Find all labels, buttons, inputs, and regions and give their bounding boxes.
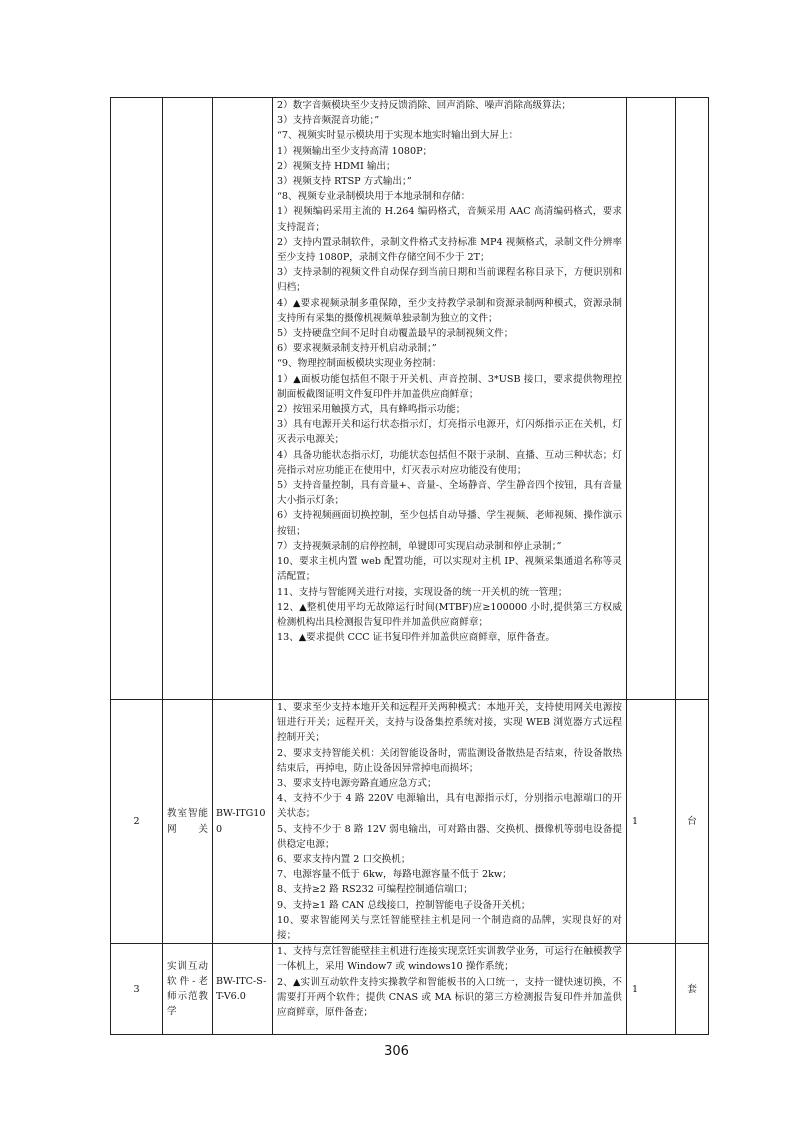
spec-line: 3）支持音频混音功能；”	[277, 115, 380, 127]
item-unit: 台	[676, 700, 709, 944]
spec-line: 2）视频支持 HDMI 输出；	[277, 160, 396, 172]
item-name: 教室智能网关	[163, 700, 213, 944]
spec-line: 6）支持视频画面切换控制，至少包括自动导播、学生视频、老师视频、操作演示按钮；	[277, 510, 622, 537]
spec-line: 4）具备功能状态指示灯，功能状态包括但不限于录制、直播、互动三种状态；灯亮指示对应功能正在使用中，灯灭表示对应功能没有使用；	[277, 449, 622, 476]
row-number: 3	[111, 944, 163, 1035]
spec-line: 6、要求支持内置 2 口交换机；	[277, 854, 411, 866]
spec-line: 10、要求智能网关与烹饪智能壁挂主机是同一个制造商的品牌，实现良好的对接；	[277, 914, 622, 942]
spec-line: 2）数字音频模块至少支持反馈消除、回声消除、噪声消除高级算法；	[277, 100, 571, 111]
item-model	[213, 98, 273, 700]
table-row	[111, 944, 709, 1035]
spec-line: 12、▲整机使用平均无故障运行时间(MTBF)应≥100000 小时,提供第三方权威检测机构出具检测报告复印件并加盖供应商鲜章；	[277, 601, 622, 628]
row-number: 2	[111, 700, 163, 944]
spec-line: 1）▲面板功能包括但不限于开关机、声音控制、3*USB 接口，要求提供物理控制面板截图证明文件复印件并加盖供应商鲜章；	[277, 373, 622, 400]
spec-line: 8、支持≥2 路 RS232 可编程控制通信端口；	[277, 884, 473, 896]
spec-line: 3）视频支持 RTSP 方式输出；”	[277, 176, 412, 188]
spec-line: 7、电源容量不低于 6kw，每路电源容量不低于 2kw；	[277, 869, 512, 881]
table-row	[111, 98, 709, 700]
spec-line: 5）支持音量控制，具有音量+、音量-、全场静音、学生静音四个按钮，具有音量大小指示灯条；	[277, 480, 622, 507]
item-quantity: 1	[627, 700, 676, 944]
spec-line: “7、视频实时显示模块用于实现本地实时输出到大屏上：	[277, 130, 519, 142]
spec-line: 5、支持不少于 8 路 12V 弱电输出，可对路由器、交换机、摄像机等弱电设备提供稳定电源；	[277, 823, 622, 850]
spec-table	[110, 97, 709, 1035]
spec-line: 2、要求支持智能关机：关闭智能设备时，需监测设备散热是否结束，待设备散热结束后，再掉电，防止设备因异常掉电而损坏；	[277, 747, 622, 774]
item-quantity	[627, 98, 676, 700]
spec-line: 3、要求支持电源旁路直通应急方式；	[277, 778, 437, 790]
spec-line: 4）▲要求视频录制多重保障，至少支持教学录制和资源录制两种模式，资源录制支持所有采集的摄像机视频单独录制为独立的文件；	[277, 297, 622, 324]
spec-line: 6）要求视频录制支持开机启动录制；”	[277, 343, 437, 355]
spec-line: 3）支持录制的视频文件自动保存到当前日期和当前课程名称目录下，方便识别和归档；	[277, 267, 622, 294]
spec-line: “8、视频专业录制模块用于本地录制和存储：	[277, 191, 471, 203]
row-number	[111, 98, 163, 700]
item-model: BW-ITG100	[213, 700, 273, 944]
item-model: BW-ITC-S-T-V6.0	[213, 944, 273, 1035]
spec-line: 2、▲实训互动软件支持实操教学和智能板书的入口统一，支持一键快速切换，不需要打开两个软件；提供 CNAS 或 MA 标识的第三方检测报告复印件并加盖供应商鲜章，原件备查；	[277, 976, 622, 1019]
item-unit	[676, 98, 709, 700]
spec-line: 1）视频输出至少支持高清 1080P；	[277, 145, 433, 157]
spec-line: “9、物理控制面板模块实现业务控制：	[277, 358, 442, 370]
spec-line: 1、支持与烹饪智能壁挂主机进行连接实现烹饪实训教学业务，可运行在触模教学一体机上，采用 Window7 或 windows10 操作系统；	[277, 946, 622, 973]
spec-line: 11、支持与智能网关进行对接，实现设备的统一开关机的统一管理；	[277, 586, 568, 598]
item-spec	[273, 98, 627, 700]
spec-line: 10、要求主机内置 web 配置功能，可以实现对主机 IP、视频采集通道名称等灵活配置；	[277, 556, 622, 583]
table-row	[111, 700, 709, 944]
item-name	[163, 98, 213, 700]
spec-line: 2）按钮采用触摸方式，具有蜂鸣指示功能；	[277, 404, 466, 416]
item-spec	[273, 944, 627, 1035]
spec-line: 7）支持视频录制的启停控制，单键即可实现启动录制和停止录制；”	[277, 540, 562, 552]
spec-line: 1）视频编码采用主流的 H.264 编码格式，音频采用 AAC 高清编码格式，要求支持混音；	[277, 206, 622, 233]
page-number: 306	[384, 1044, 409, 1059]
item-spec	[273, 700, 627, 944]
item-quantity: 1	[627, 944, 676, 1035]
spec-line: 9、支持≥1 路 CAN 总线接口，控制智能电子设备开关机；	[277, 899, 531, 911]
spec-line: 3）具有电源开关和运行状态指示灯，灯亮指示电源开，灯闪烁指示正在关机，灯灭表示电源关；	[277, 419, 622, 446]
item-unit: 套	[676, 944, 709, 1035]
spec-line: 5）支持硬盘空间不足时自动覆盖最早的录制视频文件；	[277, 328, 514, 340]
spec-line: 4、支持不少于 4 路 220V 电源输出，具有电源指示灯，分别指示电源端口的开关状态；	[277, 793, 622, 820]
item-name: 实训互动软件-老师示范教学	[163, 944, 213, 1035]
spec-line: 2）支持内置录制软件，录制文件格式支持标准 MP4 视频格式，录制文件分辨率至少支持 1080P，录制文件存储空间不少于 2T；	[277, 236, 622, 264]
spec-line: 13、▲要求提供 CCC 证书复印件并加盖供应商鲜章，原件备查。	[277, 632, 555, 644]
spec-line: 1、要求至少支持本地开关和远程开关两种模式：本地开关，支持使用网关电源按钮进行开关；远程开关，支持与设备集控系统对接，实现 WEB 浏览器方式远程控制开关；	[277, 702, 622, 744]
